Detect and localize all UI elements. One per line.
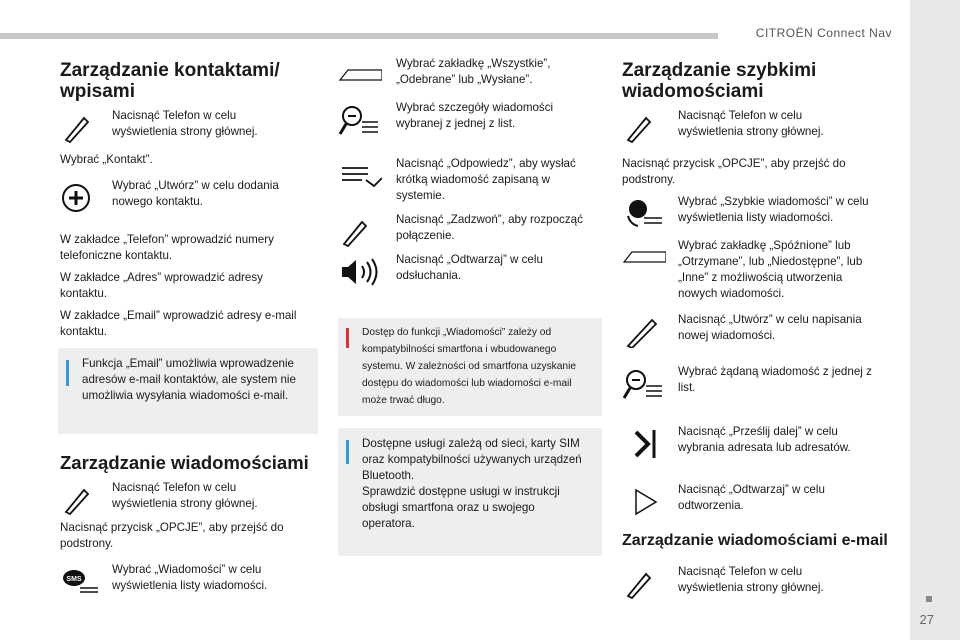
step-zadzwon: Nacisnąć „Zadzwoń”, aby rozpocząć połączenie. <box>396 213 583 242</box>
step-telefon: Nacisnąć Telefon w celu wyświetlenia strony głównej. <box>112 109 258 138</box>
call-icon <box>338 216 382 248</box>
reply-list-icon <box>338 160 382 192</box>
page-marker <box>926 596 932 602</box>
info-note-email <box>58 348 318 434</box>
step-utworz: Wybrać „Utwórz” w celu dodania nowego kontaktu. <box>112 179 279 208</box>
p-opcje: Nacisnąć przycisk „OPCJE”, aby przejść do podstrony. <box>60 521 284 550</box>
section-title-messages: Zarządzanie wiadomościami <box>60 452 309 473</box>
step-przeslij: Nacisnąć „Prześlij dalej” w celu wybrania adresata lub adresatów. <box>678 425 851 454</box>
warning-note <box>338 318 602 416</box>
phone-pen-icon <box>60 484 104 516</box>
step-szybkie: Wybrać „Szybkie wiadomości” w celu wyświetlenia listy wiadomości. <box>678 195 869 224</box>
info-bar-icon <box>346 440 349 464</box>
step-odtwarzaj: Nacisnąć „Odtwarzaj” w celu odsłuchania. <box>396 253 543 282</box>
phone-pen-icon <box>622 568 666 600</box>
step2-telefon: Nacisnąć Telefon w celu wyświetlenia strony głównej. <box>112 481 258 510</box>
services-text: Dostępne usługi zależą od sieci, karty SIM oraz kompatybilności używanych urządzeń Bluetooth. Sprawdzić dostępne usługi w instrukcji obsługi smartfona oraz u swojego operatora. <box>362 437 582 530</box>
side-strip <box>910 0 960 640</box>
note-email-text: Funkcja „Email” umożliwia wprowadzenie adresów e-mail kontaktów, ale system nie umożliwia wysyłania wiadomości e-mail. <box>82 357 296 402</box>
tab-icon <box>338 60 382 92</box>
p3-opcje: Nacisnąć przycisk „OPCJE”, aby przejść do podstrony. <box>622 157 846 186</box>
pen-icon <box>622 316 666 348</box>
phone-pen-icon <box>622 112 666 144</box>
p-telefon: W zakładce „Telefon” wprowadzić numery telefoniczne kontaktu. <box>60 233 274 262</box>
info-bar-icon <box>66 360 69 386</box>
section-title-quick: Zarządzanie szybkimi wiadomościami <box>622 60 817 102</box>
forward-icon <box>622 428 666 460</box>
step-wiadomosci: Wybrać „Wiadomości” w celu wyświetlenia listy wiadomości. <box>112 563 268 592</box>
step3-odtwarzaj: Nacisnąć „Odtwarzaj” w celu odtworzenia. <box>678 483 825 512</box>
search-list-icon <box>338 104 382 136</box>
step-odpowiedz: Nacisnąć „Odpowiedz”, aby wysłać krótką wiadomość zapisaną w systemie. <box>396 157 576 202</box>
section-title-email: Zarządzanie wiadomościami e-mail <box>622 532 888 549</box>
add-circle-icon <box>58 182 102 214</box>
warning-text: Dostęp do funkcji „Wiadomości” zależy od kompatybilności smartfona i wbudowanego systemu. W zależności od smartfona uzyskanie dostępu do wiadomości lub wiadomości e-mail może trwać długo. <box>362 327 577 406</box>
phone-pen-icon <box>60 112 104 144</box>
step-details: Wybrać szczegóły wiadomości wybranej z jednej z list. <box>396 101 554 130</box>
step3-utworz: Nacisnąć „Utwórz” w celu napisania nowej wiadomości. <box>678 313 862 342</box>
page-number: 27 <box>919 612 934 627</box>
header-bar <box>0 33 718 39</box>
p-adres: W zakładce „Adres” wprowadzić adresy kontaktu. <box>60 271 263 300</box>
step3-tab: Wybrać zakładkę „Spóźnione” lub „Otrzymane”, lub „Niedostępne”, lub „Inne” z możliwością utworzenia nowych wiadomości. <box>678 239 863 300</box>
warning-icon <box>346 328 349 348</box>
sms-icon <box>58 566 102 598</box>
svg-text:SMS: SMS <box>66 576 82 583</box>
section-title-contacts: Zarządzanie kontaktami/ wpisami <box>60 60 280 102</box>
step4-telefon: Nacisnąć Telefon w celu wyświetlenia strony głównej. <box>678 565 824 594</box>
search-list-icon <box>622 368 666 400</box>
tab-icon <box>622 242 666 274</box>
info-note-services <box>338 428 602 556</box>
speaker-icon <box>338 256 382 288</box>
brand-header: CITROËN Connect Nav <box>755 26 892 40</box>
select-kontakt: Wybrać „Kontakt”. <box>60 153 153 166</box>
p-email: W zakładce „Email” wprowadzić adresy e-mail kontaktu. <box>60 309 297 338</box>
step-tab: Wybrać zakładkę „Wszystkie”, „Odebrane” lub „Wysłane”. <box>396 57 551 86</box>
quick-message-icon <box>622 198 666 230</box>
play-icon <box>622 486 666 518</box>
step3-select: Wybrać żądaną wiadomość z jednej z list. <box>678 365 872 394</box>
step3-telefon: Nacisnąć Telefon w celu wyświetlenia strony głównej. <box>678 109 824 138</box>
